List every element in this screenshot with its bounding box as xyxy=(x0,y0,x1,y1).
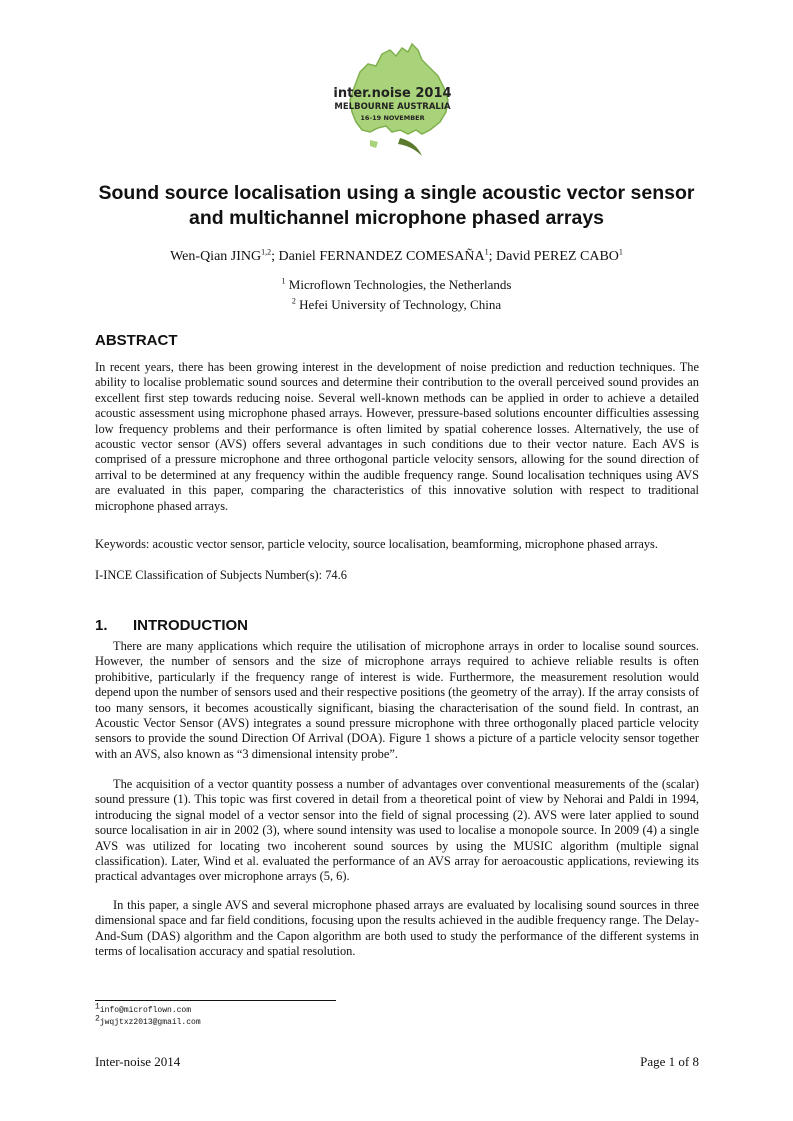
logo-location: MELBOURNE AUSTRALIA xyxy=(334,102,451,112)
intro-paragraph: The acquisition of a vector quantity possess a number of advantages over conventional measurements of the (scalar) sound pressure (1). This topic was first covered in detail from a theoretical point of view by Nehorai and Paldi in 1994, introducing the signal model of a vector sensor into the field of signal processing (2). AVS were later applied to sound source localisation in air in 2002 (3), where sound intensity was used to localise a monopole source. In 2009 (4) a single AVS was utilized for locating two incoherent sound sources by using the MUSIC algorithm (multiple signal classification). Later, Wind et al. evaluated the performance of an AVS array for aeroacoustic applications, reviewing its practical advantages over microphone arrays (5, 6). xyxy=(95,777,699,884)
footnote xyxy=(95,1014,201,1028)
intro-paragraph: In this paper, a single AVS and several microphone phased arrays are evaluated by localising sound sources in three dimensional space and far field conditions, focusing upon the results achieved in the audible frequency range. The Delay-And-Sum (DAS) algorithm and the Capon algorithm are both used to study the performance of the different systems in terms of localisation accuracy and spatial resolution. xyxy=(95,898,699,959)
footnote-email: jwqjtxz2013@gmail.com xyxy=(99,1018,201,1027)
logo-dates: 16-19 NOVEMBER xyxy=(360,114,425,122)
section-heading xyxy=(95,617,248,635)
affiliation-mark: 2 xyxy=(291,296,296,306)
author-name: David PEREZ CABO xyxy=(496,249,619,264)
author-list xyxy=(60,248,733,266)
footer-conference: Inter-noise 2014 xyxy=(95,1054,181,1069)
classification: I-INCE Classification of Subjects Number(s): 74.6 xyxy=(95,568,347,582)
australia-map-icon xyxy=(330,42,455,160)
abstract-heading: ABSTRACT xyxy=(95,332,178,349)
author-affiliation-mark: 1,2 xyxy=(261,247,272,257)
author-name: Wen-Qian JING xyxy=(170,249,262,264)
footer-page-number: Page 1 of 8 xyxy=(640,1054,699,1069)
footnote-rule xyxy=(95,1000,336,1001)
footnote-mark: 2 xyxy=(95,1014,100,1024)
title-line-2: and multichannel microphone phased arrays xyxy=(188,207,605,229)
paper-title xyxy=(60,181,733,231)
author-separator: ; xyxy=(271,249,279,264)
intro-paragraph: There are many applications which require the utilisation of microphone arrays in order to localise sound sources. However, the number of sensors and the size of microphone arrays required to achieve reliable results is often prohibitive, particularly if the frequency range of interest is wide. Furthermore, the measurement resolution would depend upon the number of sensors used and their respective positions (the geometry of the array). If the array consists of too many sensors, it becomes acoustically significant, biasing the characterisation of the sound field. In contrast, an Acoustic Vector Sensor (AVS) integrates a sound pressure microphone with three orthogonally placed particle velocity sensors to provide the sound Direction Of Arrival (DOA). Figure 1 shows a picture of a particle velocity sensor together with an AVS, also known as “3 dimensional intensity probe”. xyxy=(95,639,699,761)
affiliation-text: Microflown Technologies, the Netherlands xyxy=(288,277,512,292)
logo-event-name: inter.noise 2014 xyxy=(333,86,452,101)
section-number: 1. xyxy=(95,617,108,634)
footnote-mark: 1 xyxy=(95,1002,100,1012)
author-affiliation-mark: 1 xyxy=(618,247,623,257)
section-title: INTRODUCTION xyxy=(133,617,248,634)
affiliation-mark: 1 xyxy=(281,276,286,286)
conference-logo xyxy=(330,42,455,160)
author-affiliation-mark: 1 xyxy=(484,247,489,257)
title-line-1: Sound source localisation using a single acoustic vector sensor xyxy=(98,182,695,204)
affiliation xyxy=(60,297,733,313)
affiliation xyxy=(60,277,733,293)
abstract-text: In recent years, there has been growing interest in the development of noise prediction and reduction techniques. The ability to localise problematic sound sources and determine their contribution to the overall perceived sound provides an excellent first step towards reducing noise. Several well-known methods can be applied in order to achieve a detailed acoustic assessment using microphone phased arrays. However, pressure-based solutions encounter difficulties assessing low frequency problems and their performance is often limited by spatial coherence losses. Alternatively, the use of acoustic vector sensor (AVS) offers several advantages in such conditions due to their vector nature. Each AVS is comprised of a pressure microphone and three orthogonal particle velocity sensors, allowing for the sound direction of arrival to be determined at any frequency within the audible frequency range. Sound localisation techniques using AVS are evaluated in this paper, comparing the characteristics of this innovative solution with respect to traditional microphone phased arrays. xyxy=(95,360,699,513)
footnote-email: info@microflown.com xyxy=(99,1006,192,1015)
keywords: Keywords: acoustic vector sensor, particle velocity, source localisation, beamforming, microphone phased arrays. xyxy=(95,537,658,551)
footnote xyxy=(95,1002,192,1016)
author-name: Daniel FERNANDEZ COMESAÑA xyxy=(278,249,485,264)
author-separator: ; xyxy=(488,249,496,264)
affiliation-text: Hefei University of Technology, China xyxy=(299,297,502,312)
